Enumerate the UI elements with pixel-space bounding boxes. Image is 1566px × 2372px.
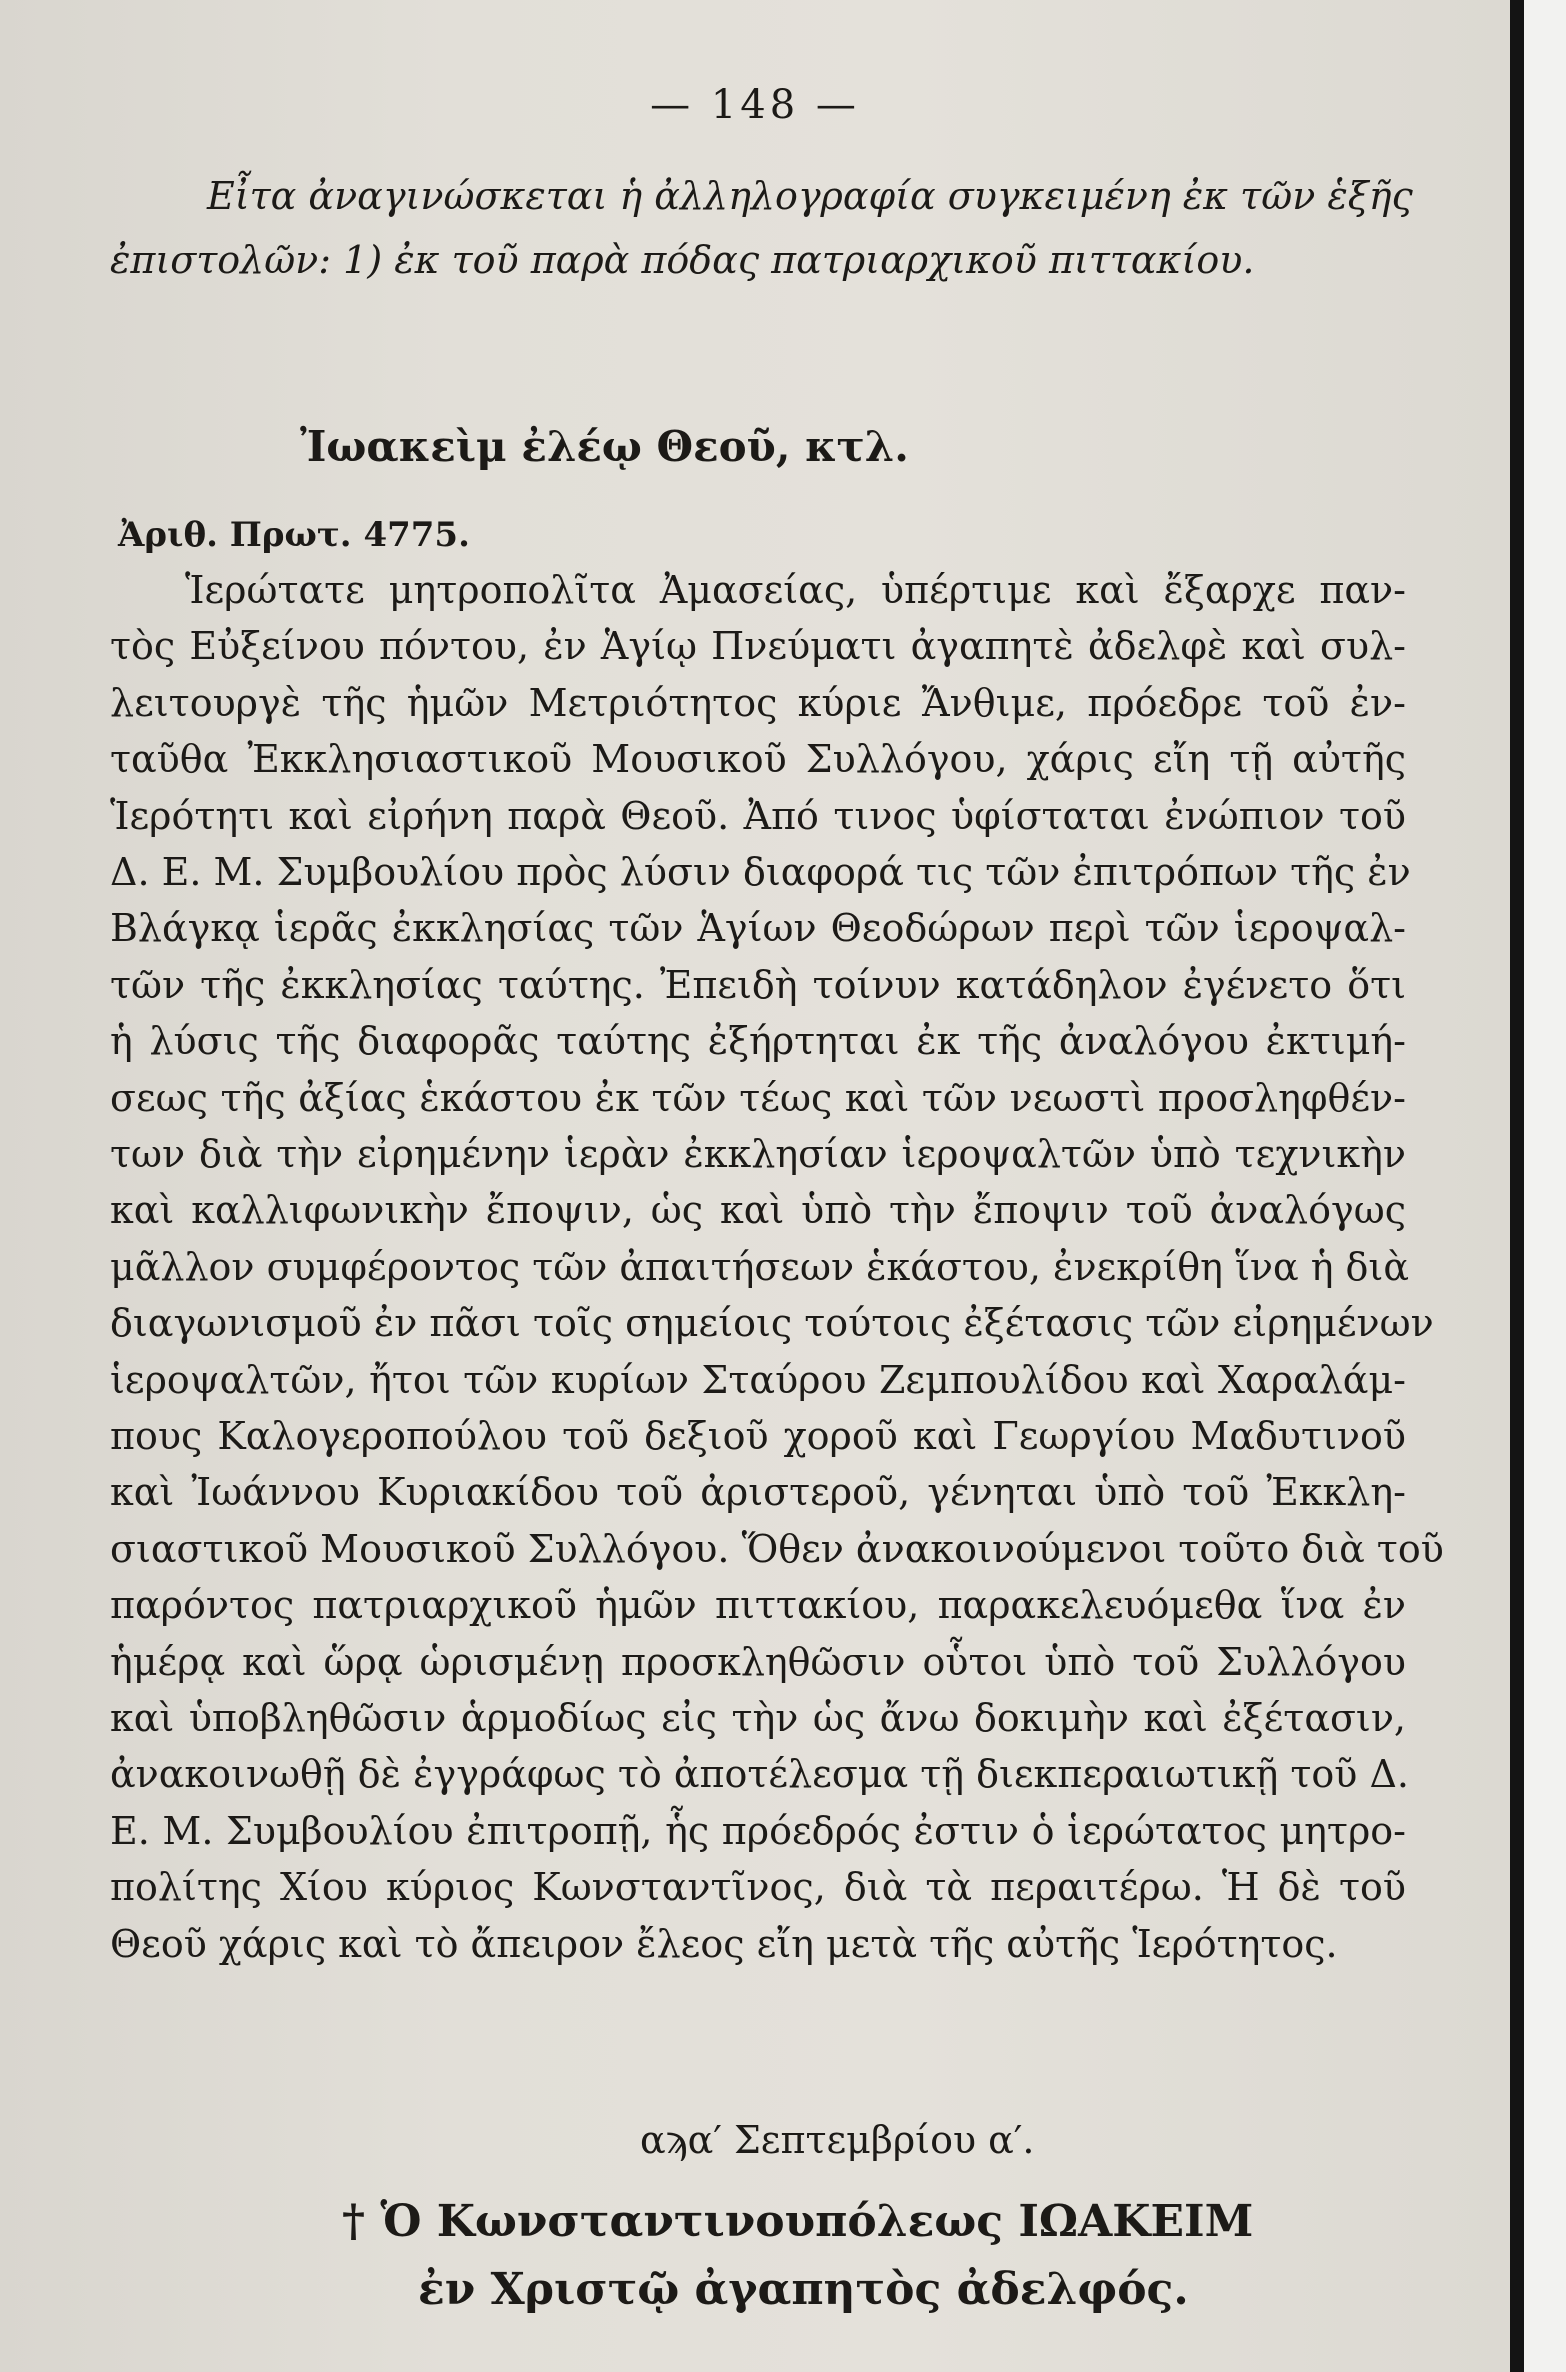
page-edge-shadow — [1510, 0, 1524, 2372]
letter-body-line: λειτουργὲ τῆς ἡμῶν Μετριότητος κύριε Ἄνθιμε, πρόεδρε τοῦ ἐν- — [110, 681, 1406, 725]
letter-body-line: πολίτης Χίου κύριος Κωνσταντῖνος, διὰ τὰ περαιτέρω. Ἡ δὲ τοῦ — [110, 1865, 1406, 1909]
letter-body-line: Ἱερώτατε μητροπολῖτα Ἀμασείας, ὑπέρτιμε καὶ ἔξαρχε παν- — [185, 568, 1406, 612]
letter-body-line: σιαστικοῦ Μουσικοῦ Συλλόγου. Ὅθεν ἀνακοινούμενοι τοῦτο διὰ τοῦ — [110, 1527, 1444, 1571]
intro-line-1: Εἶτα ἀναγινώσκεται ἡ ἀλληλογραφία συγκειμένη ἐκ τῶν ἑξῆς — [207, 174, 1413, 218]
letter-body-line: ἀνακοινωθῇ δὲ ἐγγράφως τὸ ἀποτέλεσμα τῇ διεκπεραιωτικῇ τοῦ Δ. — [110, 1752, 1409, 1796]
letter-body-line: των διὰ τὴν εἰρημένην ἱερὰν ἐκκλησίαν ἱεροψαλτῶν ὑπὸ τεχνικὴν — [110, 1132, 1406, 1176]
letter-body-line: ταῦθα Ἐκκλησιαστικοῦ Μουσικοῦ Συλλόγου, χάρις εἴη τῇ αὐτῆς — [110, 737, 1406, 781]
letter-body-line: ἡ λύσις τῆς διαφορᾶς ταύτης ἐξήρτηται ἐκ τῆς ἀναλόγου ἐκτιμή- — [110, 1019, 1406, 1063]
letter-body-line: Δ. Ε. Μ. Συμβουλίου πρὸς λύσιν διαφορά τις τῶν ἐπιτρόπων τῆς ἐν — [110, 850, 1411, 894]
letter-body-line: διαγωνισμοῦ ἐν πᾶσι τοῖς σημείοις τούτοις ἐξέτασις τῶν εἰρημένων — [110, 1301, 1434, 1345]
letter-body-line: καὶ καλλιφωνικὴν ἔποψιν, ὡς καὶ ὑπὸ τὴν ἔποψιν τοῦ ἀναλόγως — [110, 1188, 1406, 1232]
letter-body-line: παρόντος πατριαρχικοῦ ἡμῶν πιττακίου, παρακελευόμεθα ἵνα ἐν — [110, 1583, 1406, 1627]
letter-body-line: Ἱερότητι καὶ εἰρήνη παρὰ Θεοῦ. Ἀπό τινος ὑφίσταται ἐνώπιον τοῦ — [110, 794, 1406, 838]
letter-body-line: τῶν τῆς ἐκκλησίας ταύτης. Ἐπειδὴ τοίνυν κατάδηλον ἐγένετο ὅτι — [110, 963, 1406, 1007]
letter-body-line: καὶ ὑποβληθῶσιν ἁρμοδίως εἰς τὴν ὡς ἄνω δοκιμὴν καὶ ἐξέτασιν, — [110, 1696, 1406, 1740]
intro-line-2: ἐπιστολῶν: 1) ἐκ τοῦ παρὰ πόδας πατριαρχικοῦ πιττακίου. — [110, 238, 1255, 282]
letter-body-line: Ε. Μ. Συμβουλίου ἐπιτροπῇ, ἧς πρόεδρός ἐστιν ὁ ἱερώτατος μητρο- — [110, 1809, 1406, 1853]
letter-body-line: τὸς Εὐξείνου πόντου, ἐν Ἁγίῳ Πνεύματι ἀγαπητὲ ἀδελφὲ καὶ συλ- — [110, 624, 1406, 668]
letter-body-line: ἡμέρᾳ καὶ ὥρᾳ ὡρισμένῃ προσκληθῶσιν οὗτοι ὑπὸ τοῦ Συλλόγου — [110, 1640, 1406, 1684]
letter-body-line: Θεοῦ χάρις καὶ τὸ ἄπειρον ἔλεος εἴη μετὰ τῆς αὐτῆς Ἱερότητος. — [110, 1922, 1338, 1966]
letter-body-line: ἱεροψαλτῶν, ἤτοι τῶν κυρίων Σταύρου Ζεμπουλίδου καὶ Χαραλάμ- — [110, 1358, 1406, 1402]
signature-line-2: ἐν Χριστῷ ἀγαπητὸς ἀδελφός. — [418, 2264, 1189, 2315]
letter-body-line: σεως τῆς ἀξίας ἑκάστου ἐκ τῶν τέως καὶ τῶν νεωστὶ προσληφθέν- — [110, 1076, 1406, 1120]
protocol-number: Ἀριθ. Πρωτ. 4775. — [118, 515, 470, 555]
letter-date: αϡα′ Σεπτεμβρίου α′. — [640, 2118, 1035, 2162]
signature-line-1: † Ὁ Κωνσταντινουπόλεως ΙΩΑΚΕΙΜ — [342, 2196, 1254, 2247]
letter-body-line: καὶ Ἰωάννου Κυριακίδου τοῦ ἀριστεροῦ, γένηται ὑπὸ τοῦ Ἐκκλη- — [110, 1470, 1406, 1514]
letter-heading: Ἰωακεὶμ ἐλέῳ Θεοῦ, κτλ. — [300, 422, 909, 471]
page-number: — 148 — — [650, 82, 860, 128]
scan-margin — [1524, 0, 1566, 2372]
letter-body-line: μᾶλλον συμφέροντος τῶν ἀπαιτήσεων ἑκάστου, ἐνεκρίθη ἵνα ἡ διὰ — [110, 1245, 1409, 1289]
letter-body-line: πους Καλογεροπούλου τοῦ δεξιοῦ χοροῦ καὶ Γεωργίου Μαδυτινοῦ — [110, 1414, 1406, 1458]
letter-body-line: Βλάγκᾳ ἱερᾶς ἐκκλησίας τῶν Ἁγίων Θεοδώρων περὶ τῶν ἱεροψαλ- — [110, 906, 1406, 950]
